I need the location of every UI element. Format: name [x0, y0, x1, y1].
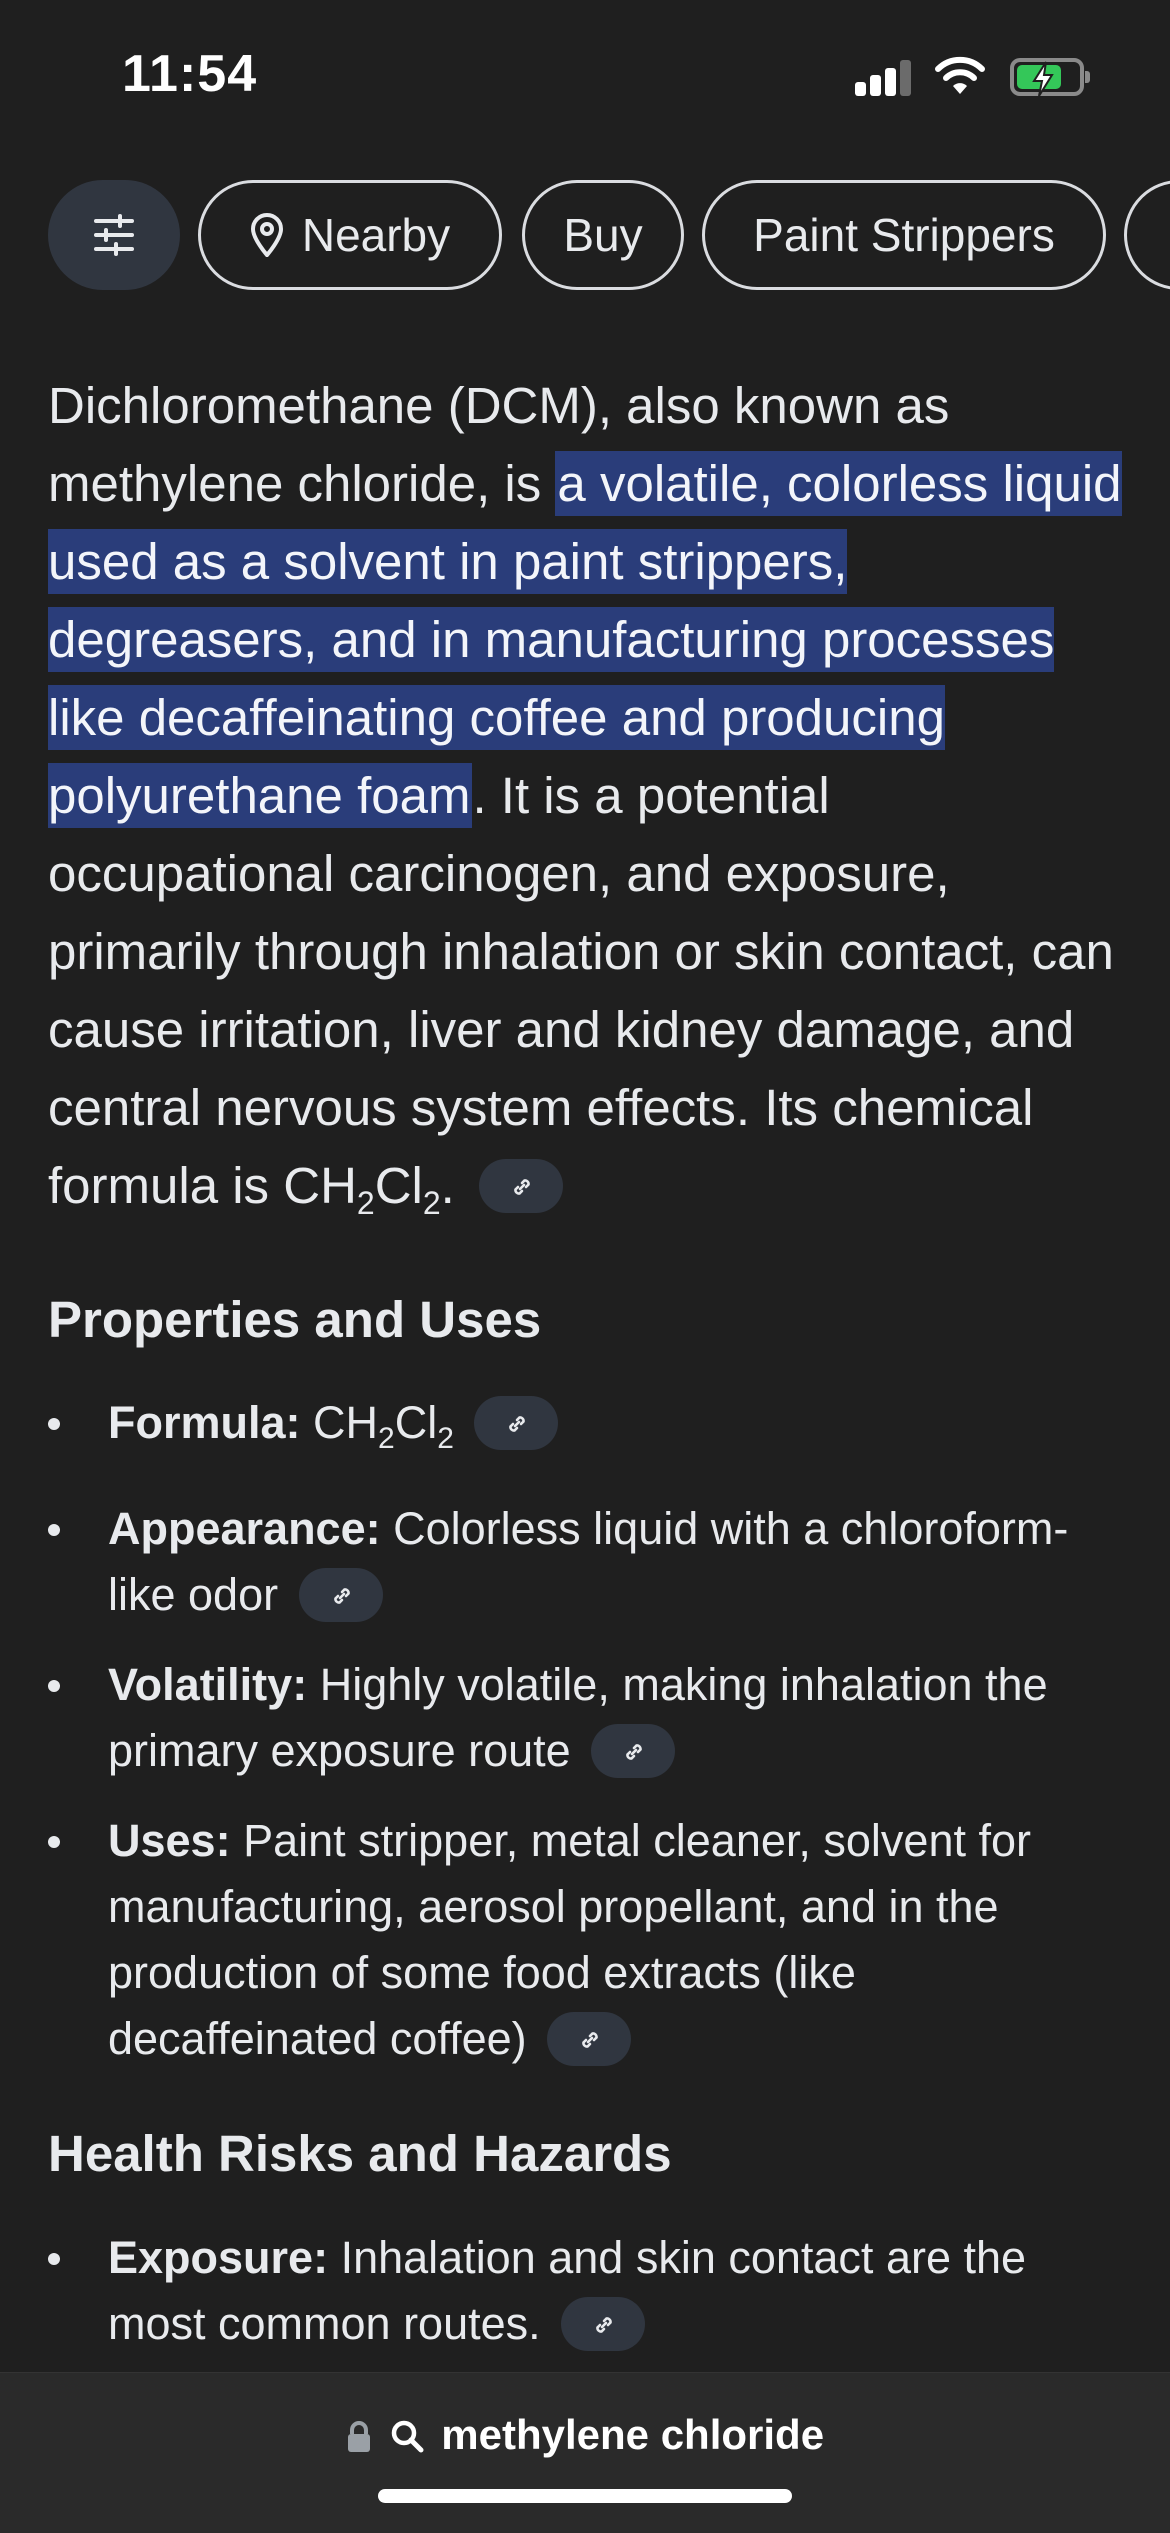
item-label: Formula:: [108, 1397, 301, 1448]
item-label: Uses:: [108, 1815, 231, 1866]
highlighted-text: a volatile, colorless liquid used as a solvent in paint strippers, degreasers, and in manufacturing processes like decaffeinating coffee and producing polyurethane foam: [48, 451, 1122, 828]
formula-subscript: 2: [437, 1422, 454, 1455]
section-heading-properties: Properties and Uses: [48, 1291, 542, 1348]
formula-cl: Cl: [374, 1157, 423, 1214]
item-text: Colorless liquid with a chloroform-like odor: [108, 1503, 1069, 1620]
search-icon: [390, 2419, 424, 2453]
source-link-button[interactable]: [474, 1396, 558, 1450]
location-pin-icon: [250, 213, 284, 257]
address-bar[interactable]: [0, 2411, 1170, 2459]
item-label: Exposure:: [108, 2232, 329, 2283]
link-icon: [510, 1175, 534, 1199]
link-icon: [505, 1412, 529, 1436]
source-link-button[interactable]: [591, 1724, 675, 1778]
list-item: [48, 1496, 1128, 1628]
battery-charging-icon: [1010, 58, 1084, 96]
formula-subscript: 2: [356, 1185, 375, 1222]
health-list: [48, 2225, 1128, 2357]
link-icon: [592, 2313, 616, 2337]
item-text: CH: [313, 1397, 379, 1448]
answer-text-rest: . It is a potential occupational carcinogen, and exposure, primarily through inhalation or skin contact, can cause irritation, liver and kidney damage, and central nervous system effects. Its chemical formula is: [48, 767, 1114, 1214]
item-text: Highly volatile, making inhalation the primary exposure route: [108, 1659, 1048, 1776]
answer-paragraph: [48, 367, 1128, 1242]
answer-end: .: [440, 1157, 455, 1214]
status-bar: [0, 0, 1170, 150]
source-link-button[interactable]: [299, 1568, 383, 1622]
chip-partial[interactable]: [1124, 180, 1170, 290]
item-label: Appearance:: [108, 1503, 381, 1554]
formula-subscript: 2: [422, 1185, 441, 1222]
lock-icon: [346, 2421, 372, 2453]
answer-text-start: Dichloromethane (DCM), also known as methylene chloride, is: [48, 377, 950, 512]
item-label: Volatility:: [108, 1659, 308, 1710]
chip-label: Paint Strippers: [753, 209, 1055, 261]
chip-nearby[interactable]: [198, 180, 502, 290]
bottom-address-bar: [0, 2372, 1170, 2533]
list-item: [48, 1808, 1128, 2072]
wifi-icon: [934, 56, 986, 96]
list-item: [48, 1652, 1128, 1784]
section-heading-health: Health Risks and Hazards: [48, 2125, 672, 2182]
source-link-button[interactable]: [561, 2297, 645, 2351]
chip-label: Nearby: [301, 209, 451, 261]
home-indicator[interactable]: [378, 2489, 792, 2503]
link-icon: [330, 1584, 354, 1608]
item-text: Cl: [394, 1397, 438, 1448]
address-text: methylene chloride: [441, 2411, 825, 2458]
list-item: [48, 2225, 1128, 2357]
formula-ch: CH: [283, 1157, 357, 1214]
formula-subscript: 2: [378, 1422, 395, 1455]
chip-buy[interactable]: [522, 180, 684, 290]
link-icon: [578, 2028, 602, 2052]
filter-sliders-icon: [92, 213, 136, 257]
properties-list: [48, 1390, 1128, 2072]
source-link-button[interactable]: [479, 1159, 563, 1213]
chip-row: [0, 180, 1170, 292]
link-icon: [622, 1740, 646, 1764]
cellular-signal-icon: [855, 60, 915, 96]
chip-paint-strippers[interactable]: [702, 180, 1106, 290]
list-item: [48, 1390, 1128, 1472]
item-text: Paint stripper, metal cleaner, solvent for manufacturing, aerosol propellant, and in the production of some food extracts (like decaffeinated coffee): [108, 1815, 1031, 2064]
status-time: 11:54: [122, 45, 258, 103]
filter-button[interactable]: [48, 180, 180, 290]
item-text: Inhalation and skin contact are the most common routes.: [108, 2232, 1027, 2349]
chip-label: Buy: [563, 209, 643, 261]
source-link-button[interactable]: [547, 2012, 631, 2066]
